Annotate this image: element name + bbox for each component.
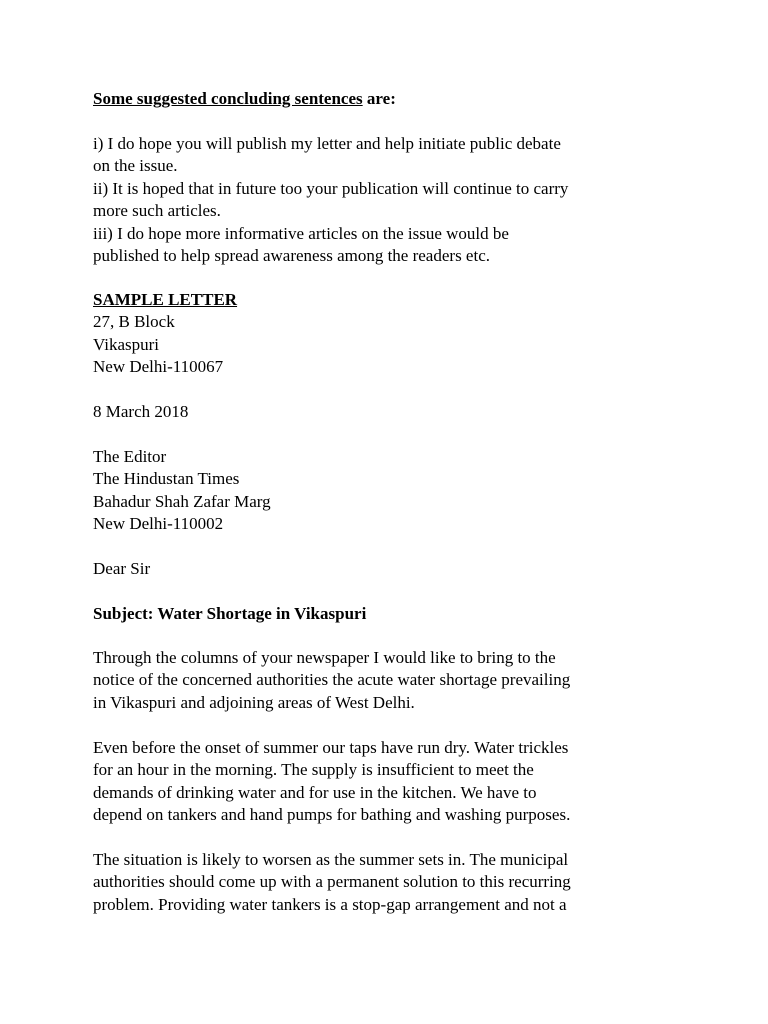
subject-line: Subject: Water Shortage in Vikaspuri [93, 604, 367, 623]
letter-date: 8 March 2018 [93, 402, 189, 421]
body-paragraph [93, 647, 693, 714]
paragraph-line: The situation is likely to worsen as the summer sets in. The municipal [93, 850, 569, 869]
paragraph-line: problem. Providing water tankers is a stop-gap arrangement and not a [93, 894, 567, 914]
recipient-address-line: Bahadur Shah Zafar Marg [93, 491, 271, 511]
sender-address-line: Vikaspuri [93, 334, 160, 354]
suggestion-line: ii) It is hoped that in future too your publication will continue to carry [93, 178, 569, 198]
suggestions-list [93, 133, 693, 267]
concluding-heading-underlined: Some suggested concluding sentences [93, 89, 363, 108]
recipient-address-line: The Hindustan Times [93, 469, 240, 489]
concluding-heading [93, 88, 693, 110]
paragraph-line: depend on tankers and hand pumps for bathing and washing purposes. [93, 805, 571, 825]
recipient-address-line: The Editor [93, 447, 167, 466]
paragraph-line: in Vikaspuri and adjoining areas of West Delhi. [93, 692, 415, 712]
suggestion-line: more such articles. [93, 201, 221, 221]
paragraph-line: notice of the concerned authorities the acute water shortage prevailing [93, 670, 571, 690]
suggestion-line: published to help spread awareness among the readers etc. [93, 246, 490, 266]
paragraph-line: Even before the onset of summer our taps have run dry. Water trickles [93, 738, 569, 757]
recipient-address-line: New Delhi-110002 [93, 514, 224, 534]
sender-address-line: 27, B Block [93, 312, 175, 332]
paragraph-line: Through the columns of your newspaper I would like to bring to the [93, 648, 556, 667]
concluding-heading-rest: are: [362, 89, 396, 108]
recipient-address [93, 446, 693, 536]
body-paragraph [93, 849, 693, 916]
sample-letter-title: SAMPLE LETTER [93, 290, 238, 309]
suggestion-line: i) I do hope you will publish my letter and help initiate public debate [93, 134, 561, 153]
body-paragraph [93, 737, 693, 827]
sample-letter-header [93, 289, 693, 379]
paragraph-line: demands of drinking water and for use in the kitchen. We have to [93, 782, 537, 802]
sender-address-line: New Delhi-110067 [93, 357, 224, 377]
suggestion-line: on the issue. [93, 156, 178, 176]
paragraph-line: authorities should come up with a permanent solution to this recurring [93, 872, 571, 892]
suggestion-line: iii) I do hope more informative articles on the issue would be [93, 223, 509, 243]
salutation: Dear Sir [93, 559, 151, 578]
paragraph-line: for an hour in the morning. The supply is insufficient to meet the [93, 760, 534, 780]
